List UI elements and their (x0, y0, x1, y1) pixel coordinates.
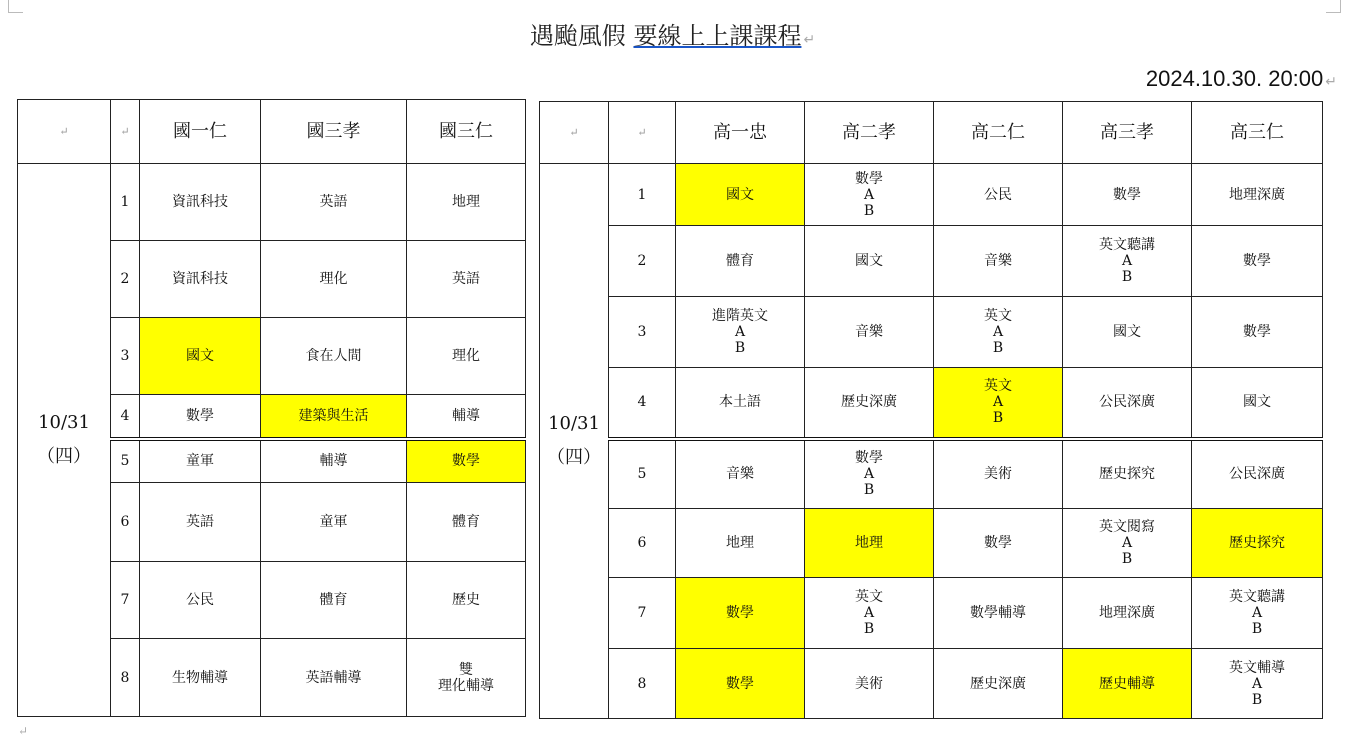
period-number: 8 (111, 639, 140, 717)
course-cell: 英文 A B (805, 578, 934, 649)
period-number: 3 (609, 297, 676, 368)
course-cell: 國文 (1063, 297, 1192, 368)
class-header: 高一忠 (676, 102, 805, 164)
course-cell: 數學 (676, 578, 805, 649)
course-cell: 童軍 (140, 439, 261, 483)
course-cell: 童軍 (261, 483, 407, 562)
course-cell: 本土語 (676, 368, 805, 439)
class-header: 高二孝 (805, 102, 934, 164)
class-header: 高三孝 (1063, 102, 1192, 164)
course-cell: 數學 (140, 395, 261, 439)
period-number: 5 (609, 439, 676, 509)
page-corner-mark (8, 0, 23, 13)
weekday-label: （四） (547, 447, 601, 468)
title-sub: 要線上上課課程 (633, 22, 802, 50)
course-cell: 地理 (407, 164, 526, 241)
course-cell: 雙 理化輔導 (407, 639, 526, 717)
course-cell: 輔導 (261, 439, 407, 483)
period-row (540, 164, 1323, 226)
course-cell: 體育 (407, 483, 526, 562)
course-cell: 英語 (261, 164, 407, 241)
course-cell: 地理深廣 (1192, 164, 1323, 226)
course-cell: 地理 (676, 509, 805, 578)
period-row (540, 297, 1323, 368)
junior-schedule-table (17, 99, 526, 717)
period-row (540, 509, 1323, 578)
course-cell: 美術 (805, 649, 934, 719)
course-cell: 歷史 (407, 562, 526, 639)
course-cell: 英語 (140, 483, 261, 562)
course-cell: 數學 A B (805, 164, 934, 226)
course-cell: 地理 (805, 509, 934, 578)
course-cell: 國文 (805, 226, 934, 297)
period-number: 1 (111, 164, 140, 241)
date-label: 10/31 (548, 413, 600, 434)
course-cell: 公民 (934, 164, 1063, 226)
weekday-label: （四） (37, 446, 91, 467)
course-cell: 建築與生活 (261, 395, 407, 439)
course-cell: 英文聽講 A B (1063, 226, 1192, 297)
course-cell: 英語輔導 (261, 639, 407, 717)
course-cell: 英文聽講 A B (1192, 578, 1323, 649)
course-cell: 國文 (676, 164, 805, 226)
date-cell (540, 164, 609, 719)
period-number: 7 (609, 578, 676, 649)
course-cell: 英文 A B (934, 297, 1063, 368)
period-number: 1 (609, 164, 676, 226)
course-cell: 國文 (140, 318, 261, 395)
course-cell: 歷史探究 (1063, 439, 1192, 509)
class-header: 高二仁 (934, 102, 1063, 164)
course-cell: 體育 (676, 226, 805, 297)
course-cell: 食在人間 (261, 318, 407, 395)
header-period: ↵ (609, 102, 676, 164)
course-cell: 數學輔導 (934, 578, 1063, 649)
period-number: 8 (609, 649, 676, 719)
period-number: 6 (609, 509, 676, 578)
course-cell: 地理深廣 (1063, 578, 1192, 649)
course-cell: 數學 (1192, 226, 1323, 297)
course-cell: 英文輔導 A B (1192, 649, 1323, 719)
period-row (540, 578, 1323, 649)
period-number: 3 (111, 318, 140, 395)
course-cell: 歷史深廣 (805, 368, 934, 439)
date-cell (18, 164, 111, 717)
course-cell: 公民深廣 (1192, 439, 1323, 509)
period-row (540, 649, 1323, 719)
senior-schedule-table (539, 101, 1323, 719)
period-number: 4 (609, 368, 676, 439)
course-cell: 輔導 (407, 395, 526, 439)
page-corner-mark (1326, 0, 1341, 13)
course-cell: 數學 A B (805, 439, 934, 509)
period-number: 4 (111, 395, 140, 439)
period-row (540, 439, 1323, 509)
course-cell: 歷史探究 (1192, 509, 1323, 578)
date-label: 10/31 (38, 412, 90, 433)
course-cell: 國文 (1192, 368, 1323, 439)
course-cell: 音樂 (805, 297, 934, 368)
course-cell: 英語 (407, 241, 526, 318)
class-header: 國一仁 (140, 100, 261, 164)
header-period: ↵ (111, 100, 140, 164)
date-time-text: 2024.10.30. 20:00 (1145, 66, 1324, 91)
course-cell: 音樂 (934, 226, 1063, 297)
course-cell: 理化 (407, 318, 526, 395)
course-cell: 生物輔導 (140, 639, 261, 717)
period-number: 5 (111, 439, 140, 483)
course-cell: 資訊科技 (140, 164, 261, 241)
header-blank: ↵ (540, 102, 609, 164)
period-number: 7 (111, 562, 140, 639)
period-row (540, 368, 1323, 439)
course-cell: 數學 (934, 509, 1063, 578)
header-blank: ↵ (18, 100, 111, 164)
title-main: 遇颱風假 (529, 22, 626, 50)
period-number: 2 (609, 226, 676, 297)
course-cell: 音樂 (676, 439, 805, 509)
course-cell: 英文 A B (934, 368, 1063, 439)
period-number: 2 (111, 241, 140, 318)
course-cell: 歷史輔導 (1063, 649, 1192, 719)
course-cell: 數學 (1063, 164, 1192, 226)
period-row (540, 226, 1323, 297)
course-cell: 體育 (261, 562, 407, 639)
period-row (18, 164, 526, 241)
course-cell: 資訊科技 (140, 241, 261, 318)
course-cell: 進階英文 A B (676, 297, 805, 368)
period-number: 6 (111, 483, 140, 562)
course-cell: 美術 (934, 439, 1063, 509)
course-cell: 數學 (407, 439, 526, 483)
course-cell: 數學 (1192, 297, 1323, 368)
course-cell: 英文閱寫 A B (1063, 509, 1192, 578)
class-header: 高三仁 (1192, 102, 1323, 164)
class-header: 國三孝 (261, 100, 407, 164)
page-title: 遇颱風假 要線上上課課程 ↵ (529, 22, 816, 50)
date-time: 2024.10.30. 20:00 ↵ (1145, 66, 1337, 91)
course-cell: 數學 (676, 649, 805, 719)
course-cell: 公民深廣 (1063, 368, 1192, 439)
course-cell: 理化 (261, 241, 407, 318)
course-cell: 公民 (140, 562, 261, 639)
paragraph-mark: ↵ (18, 724, 29, 738)
class-header: 國三仁 (407, 100, 526, 164)
course-cell: 歷史深廣 (934, 649, 1063, 719)
